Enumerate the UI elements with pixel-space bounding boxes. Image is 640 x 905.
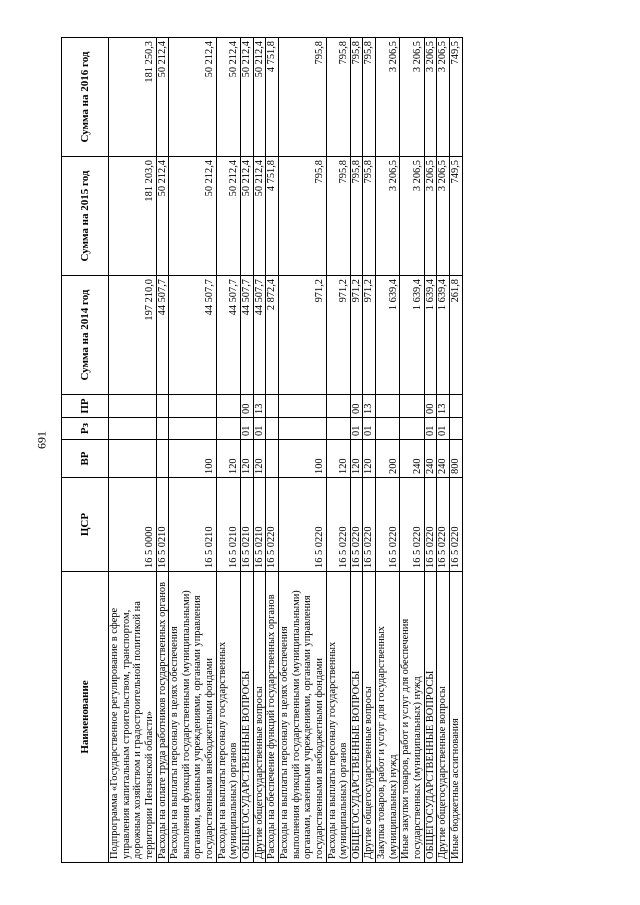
cell-vr: 120 xyxy=(363,440,376,478)
cell-2015: 749,5 xyxy=(449,157,462,276)
cell-rz xyxy=(326,418,350,440)
cell-2016: 50 212,4 xyxy=(169,38,217,157)
table-row xyxy=(350,38,363,863)
cell-name: Другие общегосударственные вопросы xyxy=(253,572,266,863)
table-row xyxy=(241,38,254,863)
cell-2015: 50 212,4 xyxy=(253,157,266,276)
header-2014: Сумма на 2014 год xyxy=(62,276,109,395)
cell-csr: 16 5 0220 xyxy=(363,478,376,572)
table-row xyxy=(449,38,462,863)
table-row xyxy=(326,38,350,863)
cell-pr xyxy=(266,395,279,418)
cell-2016: 795,8 xyxy=(278,38,326,157)
cell-rz xyxy=(376,418,400,440)
cell-vr xyxy=(266,440,279,478)
cell-2016: 50 212,4 xyxy=(253,38,266,157)
header-vr: ВР xyxy=(62,440,109,478)
cell-2015: 795,8 xyxy=(326,157,350,276)
cell-rz: 01 xyxy=(241,418,254,440)
table-row xyxy=(437,38,450,863)
cell-2015: 795,8 xyxy=(363,157,376,276)
cell-2016: 749,5 xyxy=(449,38,462,157)
budget-table xyxy=(61,37,463,863)
table-row xyxy=(266,38,279,863)
cell-pr xyxy=(376,395,400,418)
table-row xyxy=(363,38,376,863)
cell-csr: 16 5 0220 xyxy=(350,478,363,572)
cell-rz: 01 xyxy=(363,418,376,440)
table-row xyxy=(424,38,437,863)
cell-2015: 3 206,5 xyxy=(400,157,424,276)
cell-vr: 100 xyxy=(169,440,217,478)
cell-2014: 1 639,4 xyxy=(424,276,437,395)
cell-pr: 13 xyxy=(363,395,376,418)
cell-pr xyxy=(400,395,424,418)
cell-pr xyxy=(449,395,462,418)
cell-rz: 01 xyxy=(424,418,437,440)
cell-vr xyxy=(156,440,169,478)
cell-name: Расходы на выплаты персоналу государственных (муниципальных) органов xyxy=(216,572,240,863)
cell-vr: 120 xyxy=(350,440,363,478)
cell-2014: 971,2 xyxy=(278,276,326,395)
cell-2014: 971,2 xyxy=(350,276,363,395)
cell-name: Расходы на выплаты персоналу государственных (муниципальных) органов xyxy=(326,572,350,863)
cell-rz: 01 xyxy=(253,418,266,440)
cell-2014: 44 507,7 xyxy=(169,276,217,395)
cell-2016: 795,8 xyxy=(350,38,363,157)
header-2015: Сумма на 2015 год xyxy=(62,157,109,276)
cell-2016: 181 250,3 xyxy=(109,38,157,157)
cell-name: Другие общегосударственные вопросы xyxy=(437,572,450,863)
cell-csr: 16 5 0220 xyxy=(326,478,350,572)
header-2016: Сумма на 2016 год xyxy=(62,38,109,157)
cell-rz xyxy=(278,418,326,440)
cell-2014: 1 639,4 xyxy=(400,276,424,395)
cell-2016: 50 212,4 xyxy=(241,38,254,157)
cell-csr: 16 5 0210 xyxy=(216,478,240,572)
cell-2014: 44 507,7 xyxy=(216,276,240,395)
cell-name: Расходы на обеспечение функций государственных органов xyxy=(266,572,279,863)
cell-2015: 3 206,5 xyxy=(376,157,400,276)
cell-2016: 50 212,4 xyxy=(156,38,169,157)
cell-pr xyxy=(278,395,326,418)
cell-vr xyxy=(109,440,157,478)
cell-name: ОБЩЕГОСУДАРСТВЕННЫЕ ВОПРОСЫ xyxy=(350,572,363,863)
cell-csr: 16 5 0220 xyxy=(376,478,400,572)
cell-pr: 00 xyxy=(241,395,254,418)
cell-csr: 16 5 0220 xyxy=(449,478,462,572)
cell-2015: 4 751,8 xyxy=(266,157,279,276)
cell-2016: 3 206,5 xyxy=(424,38,437,157)
cell-rz: 01 xyxy=(350,418,363,440)
cell-2015: 50 212,4 xyxy=(216,157,240,276)
header-csr: ЦСР xyxy=(62,478,109,572)
cell-2016: 3 206,5 xyxy=(400,38,424,157)
cell-rz xyxy=(400,418,424,440)
cell-2014: 971,2 xyxy=(326,276,350,395)
cell-vr: 120 xyxy=(241,440,254,478)
cell-name: ОБЩЕГОСУДАРСТВЕННЫЕ ВОПРОСЫ xyxy=(424,572,437,863)
cell-csr: 16 5 0220 xyxy=(437,478,450,572)
cell-2015: 3 206,5 xyxy=(424,157,437,276)
cell-pr xyxy=(169,395,217,418)
cell-2014: 261,8 xyxy=(449,276,462,395)
cell-vr: 120 xyxy=(326,440,350,478)
cell-2016: 3 206,5 xyxy=(376,38,400,157)
cell-pr xyxy=(156,395,169,418)
cell-name: Расходы на выплаты персоналу в целях обеспечения выполнения функций государственными (муниципальными) органами, казенными учреждениями, органами управления государственными внебюджетными фондами xyxy=(278,572,326,863)
cell-name: Иные закупки товаров, работ и услуг для обеспечения государственных (муниципальных) нужд xyxy=(400,572,424,863)
cell-name: Иные бюджетные ассигнования xyxy=(449,572,462,863)
cell-rz xyxy=(169,418,217,440)
cell-csr: 16 5 0210 xyxy=(169,478,217,572)
cell-2016: 795,8 xyxy=(326,38,350,157)
cell-2014: 1 639,4 xyxy=(376,276,400,395)
cell-csr: 16 5 0220 xyxy=(400,478,424,572)
cell-2014: 971,2 xyxy=(363,276,376,395)
cell-pr: 00 xyxy=(424,395,437,418)
cell-name: Закупка товаров, работ и услуг для государственных (муниципальных) нужд xyxy=(376,572,400,863)
cell-2016: 795,8 xyxy=(363,38,376,157)
cell-name: Подпрограмма «Государственное регулирование в сфере управления капитальным строительством, транспортом, дорожным хозяйством и градостроительной политикой на территории Пензенской области» xyxy=(109,572,157,863)
table-body xyxy=(109,38,463,863)
cell-rz xyxy=(109,418,157,440)
cell-csr: 16 5 0210 xyxy=(241,478,254,572)
cell-2015: 50 212,4 xyxy=(169,157,217,276)
cell-2014: 44 507,7 xyxy=(156,276,169,395)
cell-pr xyxy=(326,395,350,418)
cell-vr: 240 xyxy=(424,440,437,478)
cell-csr: 16 5 0210 xyxy=(253,478,266,572)
cell-rz xyxy=(449,418,462,440)
cell-csr: 16 5 0220 xyxy=(278,478,326,572)
cell-name: ОБЩЕГОСУДАРСТВЕННЫЕ ВОПРОСЫ xyxy=(241,572,254,863)
cell-rz xyxy=(266,418,279,440)
cell-name: Расходы на оплате труда работников государственных органов xyxy=(156,572,169,863)
cell-csr: 16 5 0210 xyxy=(156,478,169,572)
cell-csr: 16 5 0220 xyxy=(424,478,437,572)
cell-pr xyxy=(216,395,240,418)
cell-2015: 181 203,0 xyxy=(109,157,157,276)
table-row xyxy=(400,38,424,863)
cell-vr: 120 xyxy=(216,440,240,478)
cell-2014: 44 507,7 xyxy=(241,276,254,395)
cell-2016: 50 212,4 xyxy=(216,38,240,157)
cell-csr: 16 5 0000 xyxy=(109,478,157,572)
cell-csr: 16 5 0220 xyxy=(266,478,279,572)
cell-rz: 01 xyxy=(437,418,450,440)
cell-pr: 13 xyxy=(437,395,450,418)
cell-2014: 1 639,4 xyxy=(437,276,450,395)
cell-vr: 200 xyxy=(376,440,400,478)
cell-pr xyxy=(109,395,157,418)
cell-vr: 120 xyxy=(253,440,266,478)
table-row xyxy=(216,38,240,863)
table-row xyxy=(169,38,217,863)
table-row xyxy=(156,38,169,863)
cell-name: Другие общегосударственные вопросы xyxy=(363,572,376,863)
header-pr: ПР xyxy=(62,395,109,418)
cell-2016: 4 751,8 xyxy=(266,38,279,157)
cell-2016: 3 206,5 xyxy=(437,38,450,157)
cell-2014: 197 210,0 xyxy=(109,276,157,395)
cell-2015: 50 212,4 xyxy=(241,157,254,276)
cell-2015: 50 212,4 xyxy=(156,157,169,276)
table-row xyxy=(253,38,266,863)
table-header-row xyxy=(62,38,109,863)
cell-2014: 44 507,7 xyxy=(253,276,266,395)
cell-vr: 800 xyxy=(449,440,462,478)
cell-vr: 240 xyxy=(400,440,424,478)
cell-2015: 3 206,5 xyxy=(437,157,450,276)
table-row xyxy=(376,38,400,863)
table-row xyxy=(278,38,326,863)
table-row xyxy=(109,38,157,863)
cell-vr: 240 xyxy=(437,440,450,478)
cell-pr: 13 xyxy=(253,395,266,418)
cell-rz xyxy=(156,418,169,440)
cell-vr: 100 xyxy=(278,440,326,478)
cell-2015: 795,8 xyxy=(278,157,326,276)
rotated-table-container xyxy=(61,38,463,863)
cell-2015: 795,8 xyxy=(350,157,363,276)
header-rz: Рз xyxy=(62,418,109,440)
page-number: 691 xyxy=(34,431,49,449)
cell-rz xyxy=(216,418,240,440)
cell-2014: 2 872,4 xyxy=(266,276,279,395)
cell-name: Расходы на выплаты персоналу в целях обеспечения выполнения функций государственными (муниципальными) органами, казенными учреждениями, органами управления государственными внебюджетными фондами xyxy=(169,572,217,863)
cell-pr: 00 xyxy=(350,395,363,418)
header-name: Наименование xyxy=(62,572,109,863)
